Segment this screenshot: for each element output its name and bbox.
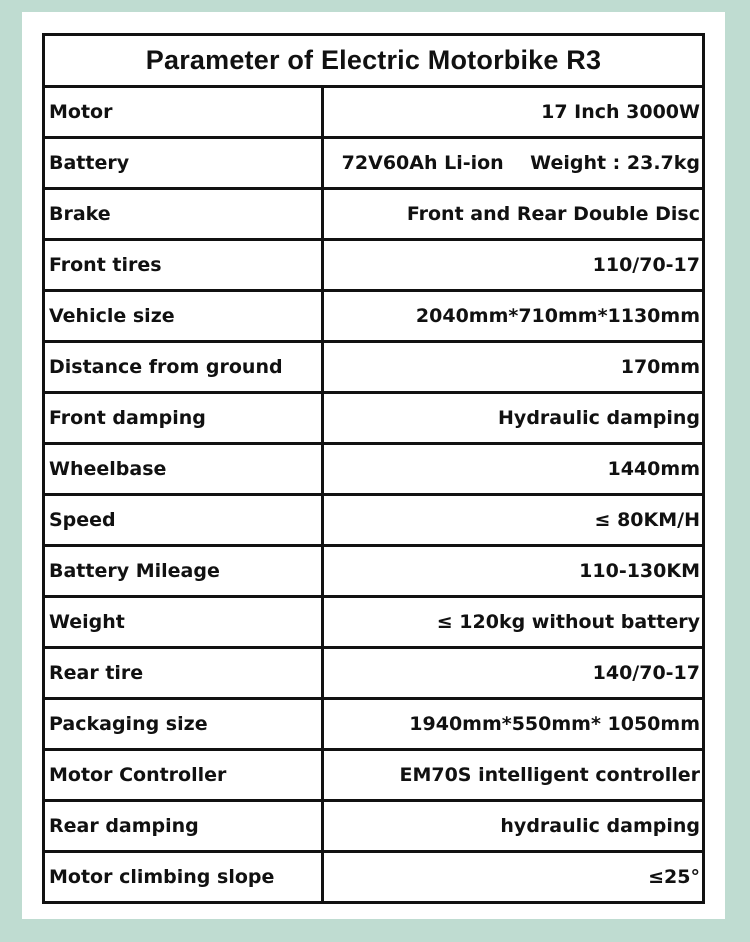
row-label: Wheelbase: [45, 445, 324, 493]
table-title: Parameter of Electric Motorbike R3: [45, 36, 702, 88]
row-value: 1940mm*550mm* 1050mm: [409, 713, 700, 735]
row-value: 110-130KM: [579, 560, 700, 582]
table-row: [45, 88, 702, 139]
row-value: 140/70-17: [592, 662, 700, 684]
row-value: 1440mm: [607, 458, 700, 480]
row-label: Battery Mileage: [45, 547, 324, 595]
table-row: [45, 445, 702, 496]
table-row: [45, 343, 702, 394]
table-row: [45, 139, 702, 190]
row-label: Brake: [45, 190, 324, 238]
row-label: Rear tire: [45, 649, 324, 697]
row-label: Speed: [45, 496, 324, 544]
table-row: [45, 190, 702, 241]
row-label: Battery: [45, 139, 324, 187]
table-row: [45, 241, 702, 292]
row-label: Packaging size: [45, 700, 324, 748]
row-label: Motor: [45, 88, 324, 136]
row-value: 72V60Ah Li-ion Weight : 23.7kg: [341, 152, 700, 174]
row-value: ≤25°: [648, 866, 700, 888]
table-row: [45, 700, 702, 751]
row-label: Distance from ground: [45, 343, 324, 391]
row-value: EM70S intelligent controller: [399, 764, 700, 786]
row-label: Motor Controller: [45, 751, 324, 799]
row-label: Motor climbing slope: [45, 853, 324, 901]
row-value: 2040mm*710mm*1130mm: [415, 305, 700, 327]
row-label: Vehicle size: [45, 292, 324, 340]
spec-card: [22, 12, 725, 919]
row-value: ≤ 120kg without battery: [436, 611, 700, 633]
table-row: [45, 649, 702, 700]
table-row: [45, 292, 702, 343]
row-label: Weight: [45, 598, 324, 646]
row-value: hydraulic damping: [500, 815, 700, 837]
row-value: 17 Inch 3000W: [541, 101, 700, 123]
table-row: [45, 547, 702, 598]
table-body: [45, 88, 702, 901]
row-value: ≤ 80KM/H: [594, 509, 700, 531]
table-row: [45, 394, 702, 445]
row-value: Front and Rear Double Disc: [406, 203, 700, 225]
table-row: [45, 751, 702, 802]
table-row: [45, 853, 702, 901]
row-label: Front tires: [45, 241, 324, 289]
table-row: [45, 598, 702, 649]
table-row: [45, 496, 702, 547]
row-label: Rear damping: [45, 802, 324, 850]
row-label: Front damping: [45, 394, 324, 442]
row-value: Hydraulic damping: [498, 407, 700, 429]
table-row: [45, 802, 702, 853]
spec-table: [42, 33, 705, 904]
row-value: 170mm: [620, 356, 700, 378]
row-value: 110/70-17: [592, 254, 700, 276]
